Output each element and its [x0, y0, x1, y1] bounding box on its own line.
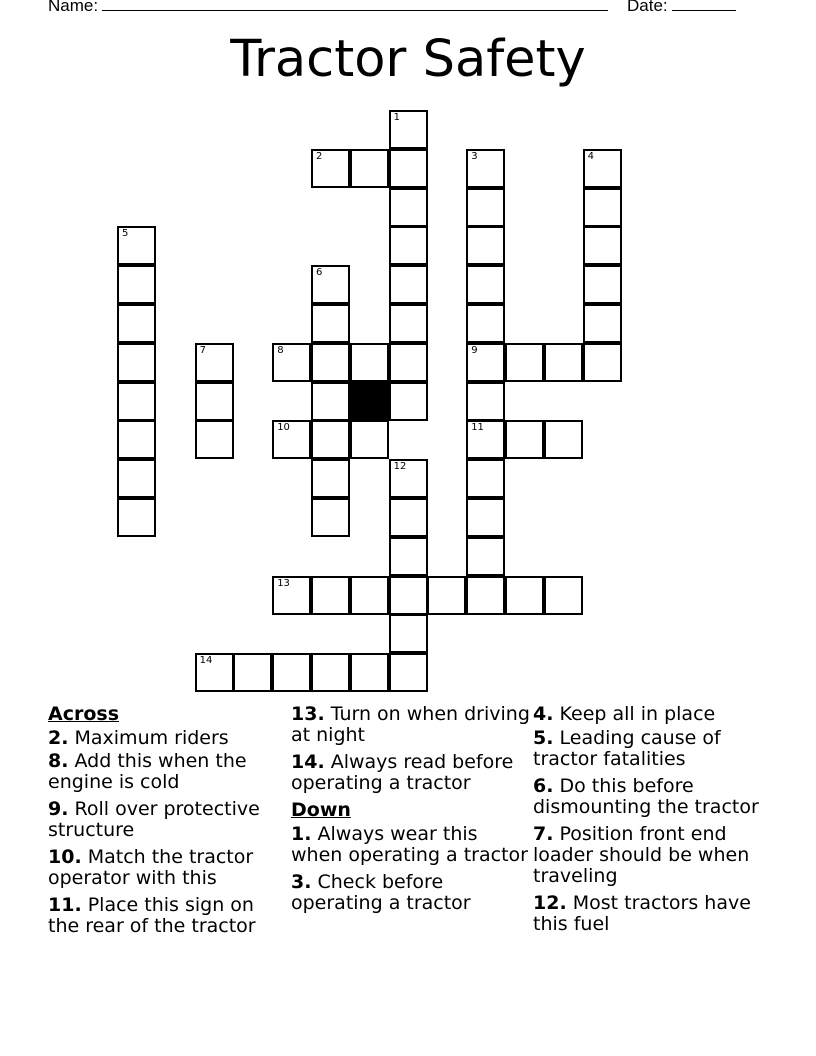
crossword-cell[interactable] — [389, 343, 428, 382]
crossword-cell[interactable] — [389, 498, 428, 537]
clue-across-2: 2. Maximum riders — [48, 727, 229, 749]
crossword-cell[interactable] — [272, 420, 311, 459]
crossword-cell[interactable] — [272, 653, 311, 692]
crossword-cell[interactable] — [389, 110, 428, 149]
clue-number: 1 — [393, 112, 400, 123]
clue-number: 12 — [393, 461, 407, 473]
crossword-cell[interactable] — [389, 188, 428, 227]
crossword-cell[interactable] — [466, 149, 505, 188]
crossword-cell[interactable] — [311, 459, 350, 498]
clue-down-4: 4. Keep all in place — [533, 703, 716, 725]
crossword-cell[interactable] — [117, 459, 156, 498]
crossword-cell[interactable] — [311, 304, 350, 343]
crossword-cell[interactable] — [311, 343, 350, 382]
crossword-cell[interactable] — [311, 420, 350, 459]
crossword-cell[interactable] — [505, 576, 544, 615]
clue-down-5: 5. Leading cause of tractor fatalities — [533, 727, 721, 770]
crossword-cell[interactable] — [466, 265, 505, 304]
crossword-cell[interactable] — [117, 304, 156, 343]
crossword-cell[interactable] — [311, 265, 350, 304]
crossword-cell[interactable] — [117, 265, 156, 304]
crossword-cell[interactable] — [311, 149, 350, 188]
crossword-cell[interactable] — [466, 382, 505, 421]
crossword-cell[interactable] — [195, 653, 234, 692]
clue-number: 9 — [471, 344, 478, 356]
crossword-cell[interactable] — [389, 576, 428, 615]
crossword-cell[interactable] — [505, 343, 544, 382]
crossword-cell[interactable] — [389, 226, 428, 265]
crossword-cell[interactable] — [389, 265, 428, 304]
crossword-cell[interactable] — [389, 459, 428, 498]
crossword-cell[interactable] — [466, 498, 505, 537]
clue-number: 3 — [471, 150, 478, 162]
crossword-cell[interactable] — [389, 653, 428, 692]
clue-number: 4 — [587, 150, 594, 162]
crossword-cell[interactable] — [583, 265, 622, 304]
crossword-cell[interactable] — [466, 226, 505, 265]
crossword-cell[interactable] — [350, 343, 389, 382]
crossword-cell[interactable] — [350, 576, 389, 615]
crossword-cell[interactable] — [117, 420, 156, 459]
crossword-cell[interactable] — [272, 343, 311, 382]
clue-number: 5 — [122, 228, 129, 240]
crossword-cell[interactable] — [350, 653, 389, 692]
date-label: Date: — [627, 0, 668, 15]
crossword-cell[interactable] — [350, 420, 389, 459]
crossword-cell[interactable] — [427, 576, 466, 615]
clue-across-8: 8. Add this when the engine is cold — [48, 750, 247, 793]
clue-down-7: 7. Position front end loader should be when traveling — [533, 823, 750, 887]
across-heading: Across — [48, 703, 120, 725]
crossword-cell[interactable] — [544, 576, 583, 615]
crossword-cell[interactable] — [117, 382, 156, 421]
crossword-cell[interactable] — [389, 304, 428, 343]
crossword-cell[interactable] — [583, 343, 622, 382]
crossword-cell[interactable] — [544, 420, 583, 459]
clue-across-9: 9. Roll over protective structure — [48, 798, 260, 841]
crossword-cell[interactable] — [583, 226, 622, 265]
crossword-cell[interactable] — [272, 576, 311, 615]
name-label: Name: — [48, 0, 99, 15]
crossword-cell[interactable] — [195, 382, 234, 421]
crossword-cell[interactable] — [311, 653, 350, 692]
crossword-cell[interactable] — [583, 149, 622, 188]
clue-across-13: 13. Turn on when driving at night — [291, 703, 530, 746]
crossword-cell[interactable] — [583, 188, 622, 227]
clue-column-1 — [48, 704, 288, 943]
crossword-cell[interactable] — [583, 304, 622, 343]
clue-across-10: 10. Match the tractor operator with this — [48, 846, 254, 889]
crossword-cell[interactable] — [389, 537, 428, 576]
crossword-cell[interactable] — [466, 459, 505, 498]
crossword-cell[interactable] — [117, 343, 156, 382]
crossword-cell[interactable] — [544, 343, 583, 382]
clue-down-1: 1. Always wear this when operating a tractor — [291, 823, 528, 866]
clue-number: 14 — [199, 655, 213, 667]
crossword-cell[interactable] — [505, 420, 544, 459]
clue-down-6: 6. Do this before dismounting the tractor — [533, 775, 759, 818]
clue-number: 2 — [316, 150, 323, 162]
clue-number: 7 — [199, 344, 206, 356]
clue-number: 10 — [277, 422, 290, 434]
clue-number: 11 — [471, 422, 484, 434]
clue-column-3 — [533, 704, 783, 941]
crossword-cell[interactable] — [466, 343, 505, 382]
clue-number: 13 — [277, 577, 290, 589]
crossword-cell[interactable] — [195, 420, 234, 459]
clue-number: 8 — [277, 344, 284, 356]
clue-across-11: 11. Place this sign on the rear of the tractor — [48, 894, 256, 937]
crossword-cell[interactable] — [389, 614, 428, 653]
clue-number: 6 — [316, 267, 323, 279]
crossword-cell[interactable] — [350, 149, 389, 188]
crossword-cell[interactable] — [389, 382, 428, 421]
crossword-cell[interactable] — [466, 420, 505, 459]
clue-across-14: 14. Always read before operating a tractor — [291, 751, 514, 794]
clue-down-3: 3. Check before operating a tractor — [291, 871, 471, 914]
crossword-cell[interactable] — [311, 576, 350, 615]
crossword-cell[interactable] — [466, 188, 505, 227]
clue-down-12: 12. Most tractors have this fuel — [533, 892, 751, 935]
black-square — [350, 382, 389, 421]
crossword-cell[interactable] — [233, 653, 272, 692]
crossword-cell[interactable] — [195, 343, 234, 382]
crossword-cell[interactable] — [311, 498, 350, 537]
down-heading: Down — [291, 799, 351, 821]
crossword-cell[interactable] — [117, 226, 156, 265]
crossword-cell[interactable] — [389, 149, 428, 188]
crossword-cell[interactable] — [466, 304, 505, 343]
crossword-cell[interactable] — [117, 498, 156, 537]
page-title: Tractor Safety — [230, 30, 586, 89]
crossword-cell[interactable] — [466, 537, 505, 576]
clue-column-2 — [291, 704, 531, 920]
crossword-cell[interactable] — [311, 382, 350, 421]
crossword-cell[interactable] — [466, 576, 505, 615]
